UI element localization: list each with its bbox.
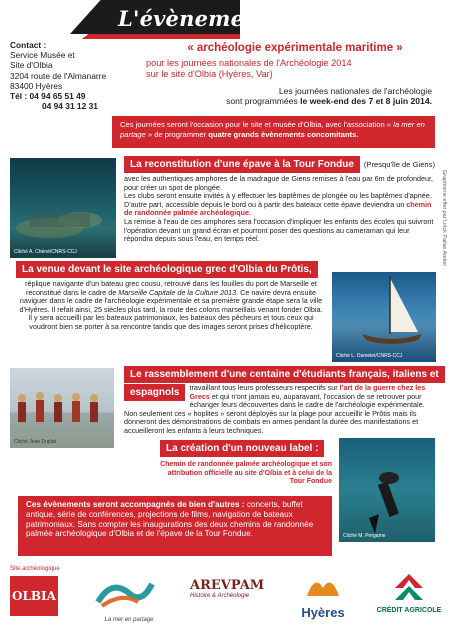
photo-credit: Cliché A. Chéné/CNRS-CCJ	[14, 249, 77, 255]
section-2-body	[16, 280, 326, 332]
section-1-subtitle: (Presqu'île de Giens)	[363, 160, 435, 169]
contact-phone-2: 04 94 31 12 31	[42, 101, 98, 112]
event-dates	[200, 86, 432, 106]
dates-line: Les journées nationales de l'archéologie	[278, 86, 432, 96]
contact-line: 3204 route de l'Almanarre	[10, 70, 107, 81]
dates-bold: le week-end des 7 et 8 juin 2014.	[300, 96, 432, 107]
bottom-bold: Ces évènements seront accompagnés de bien d'autres :	[26, 500, 245, 509]
wave-logo-icon	[92, 572, 166, 612]
event-subtitle-line: sur le site d'Olbia (Hyères, Var)	[146, 68, 273, 79]
event-subtitle-line: pour les journées nationales de l'Archéologie 2014	[146, 58, 352, 68]
section-1-p3: La remise à l'eau de ces amphores sera l'occasion d'impliquer les enfants des écoles qui suivront l'opération devant un grand écran et pourront poser des questions au cameraman qui leur répondra depuis sous l'eau, en temps réel.	[124, 216, 434, 244]
event-subtitle	[146, 58, 446, 79]
event-main-title: « archéologie expérimentale maritime »	[187, 42, 403, 54]
section-3-p1-text: travaillant tous leurs professeurs respectifs sur	[189, 383, 340, 392]
logo-hyeres	[292, 570, 354, 628]
side-credit-text: Graphisme effet par Lirick Pallas Atelier	[441, 170, 447, 267]
section-2-p1-italic: Marseille Capitale de la Culture 2013	[118, 287, 237, 297]
section-2	[16, 259, 346, 332]
logo-mer-text: La mer en partage	[104, 617, 154, 623]
page-title: L'évènement	[118, 6, 270, 31]
diver-illustration	[339, 438, 435, 542]
photo-credit: Cliché Jean Duplat	[14, 439, 56, 445]
section-4	[160, 438, 332, 487]
section-1-p2	[124, 192, 438, 218]
logo-olbia-small: Site archéologique	[10, 566, 60, 572]
section-4-text: Chemin de randonnée palmée archéologique et son attribution officielle au site d'Olbia et à celui de la Tour Fondue	[160, 461, 332, 486]
intro-bold: quatre grands évènements concomitants.	[208, 129, 359, 139]
photo-diver	[339, 438, 435, 542]
section-3-title-line2: espagnols	[124, 384, 185, 401]
dates-text: sont programmées	[226, 96, 301, 107]
section-2-p1-text: . Ce navire devra ensuite naviguer dans le cadre de l'archéologie expérimentale et sa première grande étape sera la ville d'Hyères. Il refait ainsi, 25 siècles plus tard, la route des colons marseillais venant fonder Olbia.	[19, 287, 323, 314]
contact-phone: Tél : 04 94 65 51 49	[10, 91, 86, 102]
section-2-p1	[16, 280, 326, 314]
section-4-title: La création d'un nouveau label :	[160, 440, 324, 457]
section-3-title: Le rassemblement d'une centaine d'étudiants français, italiens et	[124, 366, 445, 383]
hoplites-illustration	[10, 368, 114, 448]
logo-credit-agricole	[372, 572, 446, 628]
section-1	[124, 156, 438, 244]
photo-credit: Cliché L. Damelet/CNRS-CCJ	[336, 353, 403, 359]
bottom-text: concerts, buffet antique, série de conférences, projections de films, navigation de bateaux patrimoniaux. Sans compter les inaugurations des deux chemins de randonnée palmée archéologique d'Olbia et de l'épave de la Tour Fondue.	[26, 500, 314, 539]
contact-label: Contact :	[10, 40, 47, 50]
contact-block	[10, 40, 128, 111]
bottom-announcement	[18, 496, 332, 556]
section-1-title: La reconstitution d'une épave à la Tour Fondue	[124, 156, 360, 173]
logo-hyeres-text: Hyères	[301, 605, 345, 620]
header-red-stripe	[82, 34, 240, 39]
section-3-p1-highlight: l'art de la guerre chez les Grecs	[189, 383, 426, 401]
dates-line	[200, 96, 432, 106]
contact-line: 83400 Hyères	[10, 80, 63, 91]
photo-credit: Cliché M. Pergame	[343, 533, 386, 539]
section-2-p2: Il y sera accueilli par les bateaux patrimoniaux, les bateaux des pêcheurs et tous ceux qui voudront bien se porter à sa rencontre tandis que des images seront prises d'hélicoptère.	[28, 313, 314, 331]
sailboat-illustration	[332, 272, 436, 362]
section-1-body	[124, 175, 438, 244]
section-1-p2-highlight: chemin de randonnée palmée archéologique.	[124, 199, 432, 218]
amphorae-illustration	[10, 158, 116, 258]
section-3-p1-text: et qui n'ont jamais eu, auparavant, l'occasion de se retrouver pour échanger leurs découvertes dans le cadre de l'archéologie expérimentale.	[189, 391, 425, 410]
logo-ca-text: CRÉDIT AGRICOLE	[376, 607, 442, 614]
intro-text: de programmer	[152, 129, 209, 139]
logo-mer-en-partage	[92, 572, 166, 630]
photo-protis-boat	[332, 272, 436, 362]
intro-italic: « la mer en partage »	[120, 120, 425, 139]
logo-olbia	[10, 566, 72, 630]
intro-band	[112, 116, 435, 148]
logo-arevpam-title: AREVPAM	[190, 578, 265, 593]
logo-arevpam-sub: Histoire & Archéologie	[190, 593, 250, 599]
section-1-p1: avec les authentiques amphores de la madrague de Giens remises à l'eau par 6m de profondeur, pour créer un spot de plongée.	[124, 174, 434, 192]
section-3	[124, 364, 438, 436]
contact-line: Site d'Olbia	[10, 60, 53, 71]
logo-olbia-mark: OLBIA	[10, 576, 58, 616]
section-3-p2: Non seulement ces « hoplites » seront déployés sur la plage pour accueillir le Prôtis mais ils donneront des démonstrations de combats en armes pendant la durée des manifestations et accueilleront les enfants à leurs techniques.	[124, 408, 419, 435]
contact-line: Service Musée et	[10, 50, 75, 61]
credit-agricole-icon	[393, 572, 425, 602]
section-2-p1-text: réplique navigante d'un bateau grec cousu, retrouvé dans les fouilles du port de Marseille et reconstitué dans le cadre de	[25, 279, 317, 297]
logo-arevpam	[190, 578, 270, 628]
photo-underwater-amphorae	[10, 158, 116, 258]
section-3-p1	[189, 384, 438, 410]
hyeres-emblem-icon	[303, 570, 343, 600]
side-credit	[438, 170, 448, 330]
intro-text: Ces journées seront l'occasion pour le site et musée d'Olbia, avec l'association	[120, 120, 385, 129]
photo-hoplites	[10, 368, 114, 448]
section-1-p2-text: Les clubs seront ensuite invités à y effectuer les baptêmes de plongée ou les baptêmes d'apnée. D'autre part, accessible depuis le bord ou à partir des bateaux cette épave deviendra un	[124, 191, 432, 209]
section-2-title: La venue devant le site archéologique grec d'Olbia du Prôtis,	[16, 261, 318, 278]
